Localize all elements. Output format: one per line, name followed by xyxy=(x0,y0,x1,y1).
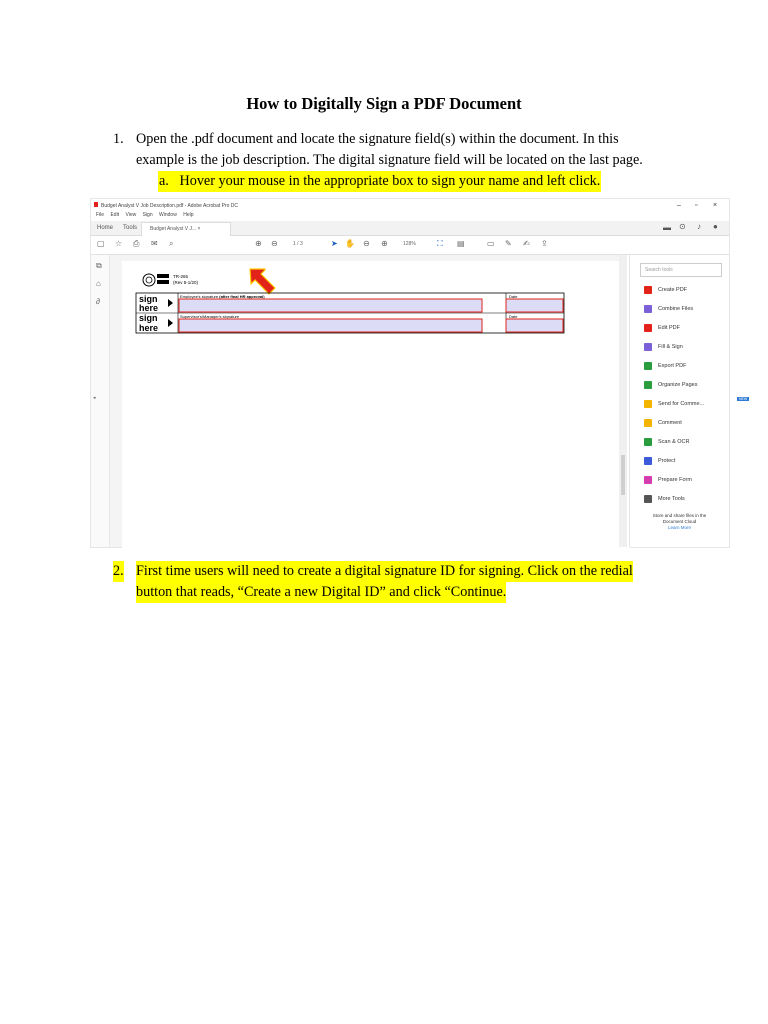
fill-sign-icon xyxy=(644,343,652,351)
menu-sign[interactable]: Sign xyxy=(142,212,153,218)
tool-create-pdf[interactable] xyxy=(634,285,724,297)
supervisor-date-field[interactable] xyxy=(506,319,563,332)
sign-here-arrow-1 xyxy=(168,299,173,307)
scan-ocr-icon xyxy=(644,438,652,446)
employee-date-field[interactable] xyxy=(506,299,563,312)
cloud-text-1: Store and share files in the xyxy=(652,513,707,518)
sign-here-arrow-2 xyxy=(168,319,173,327)
help-icon[interactable]: ⊙ xyxy=(679,222,686,231)
account-icon[interactable]: ● xyxy=(713,222,718,231)
learn-more-link[interactable]: Learn More xyxy=(667,525,691,530)
send-for-comment-icon xyxy=(644,400,652,408)
step-1a-text: Hover your mouse in the appropriate box to sign your name and left click. xyxy=(179,173,601,189)
step-2-line-1: First time users will need to create a digital signature ID for signing. Click on the redial xyxy=(136,561,633,582)
tool-send-for-comment[interactable] xyxy=(634,399,724,411)
tool-comment[interactable] xyxy=(634,418,724,430)
document-cloud-promo xyxy=(630,513,729,531)
step-1-line-2: example is the job description. The digital signature field will be located on the last page. xyxy=(136,152,643,168)
scroll-mode-icon[interactable]: ▤ xyxy=(457,239,465,248)
tool-label: More Tools xyxy=(658,496,685,502)
export-pdf-icon xyxy=(644,362,652,370)
page-up-icon[interactable]: ⊕ xyxy=(255,239,262,248)
zoom-level[interactable]: 128% xyxy=(403,241,416,247)
pdf-page xyxy=(122,261,630,561)
more-tools-icon xyxy=(644,495,652,503)
fit-page-icon[interactable]: ⛶ xyxy=(437,239,443,248)
tool-label: Prepare Form xyxy=(658,477,692,483)
tab-document-label: Budget Analyst V J... × xyxy=(150,226,201,232)
step-1-line-1: Open the .pdf document and locate the signature field(s) within the document. In this xyxy=(136,131,619,147)
cloud-text-2: Document Cloud xyxy=(662,519,697,524)
tab-tools[interactable]: Tools xyxy=(123,225,138,231)
create-icon[interactable]: ▢ xyxy=(97,239,105,248)
left-rail xyxy=(91,255,110,547)
attachment-icon[interactable]: ∂ xyxy=(96,297,100,306)
tool-protect[interactable] xyxy=(634,456,724,468)
vertical-scrollbar[interactable] xyxy=(619,255,627,547)
step-2-number: 2. xyxy=(113,561,124,582)
supervisor-signature-field[interactable] xyxy=(179,319,482,332)
create-pdf-icon xyxy=(644,286,652,294)
logo-text-block-2 xyxy=(157,280,169,284)
step-1-number: 1. xyxy=(113,131,124,147)
sign-icon[interactable]: ✍ xyxy=(523,239,530,248)
seal-icon xyxy=(143,274,155,286)
acrobat-icon xyxy=(94,202,98,207)
print-icon[interactable]: ⎙ xyxy=(133,239,140,248)
bell-icon[interactable]: ♪ xyxy=(697,222,701,231)
form-revision: (Rev 5-1/20) xyxy=(173,280,199,285)
tool-label: Fill & Sign xyxy=(658,344,683,350)
menu-help[interactable]: Help xyxy=(183,212,194,218)
tool-label: Combine Files xyxy=(658,306,694,312)
bookmark-star-icon[interactable]: ☆ xyxy=(115,239,123,248)
tool-label: Export PDF xyxy=(658,363,687,369)
new-badge: NEW xyxy=(739,397,748,401)
document-title: How to Digitally Sign a PDF Document xyxy=(246,94,522,113)
hand-tool-icon[interactable]: ✋ xyxy=(345,239,355,248)
svg-text:here: here xyxy=(139,303,159,313)
sign-here-2: sign xyxy=(139,313,158,323)
maximize-icon[interactable]: ▫ xyxy=(695,202,698,209)
minimize-icon[interactable]: – xyxy=(677,202,681,209)
menu-bar xyxy=(96,212,199,218)
seal-inner xyxy=(146,277,152,283)
red-arrow-icon xyxy=(250,269,275,294)
highlight-icon[interactable]: ✎ xyxy=(505,239,512,248)
svg-text:here: here xyxy=(139,323,159,333)
comment-icon xyxy=(644,419,652,427)
tool-label: Protect xyxy=(658,458,676,464)
combine-files-icon xyxy=(644,305,652,313)
employee-signature-field[interactable] xyxy=(179,299,482,312)
menu-window[interactable]: Window xyxy=(159,212,177,218)
title-bar xyxy=(91,199,729,211)
protect-icon xyxy=(644,457,652,465)
date-label-2: Date xyxy=(509,314,518,319)
close-icon[interactable]: × xyxy=(713,202,718,209)
tools-pane xyxy=(629,255,748,547)
page-down-icon[interactable]: ⊖ xyxy=(271,239,278,248)
search-tools-placeholder: Search tools xyxy=(645,267,673,273)
document-canvas xyxy=(110,255,624,547)
tool-label: Scan & OCR xyxy=(658,439,690,445)
acrobat-screenshot xyxy=(90,198,748,548)
chat-icon[interactable]: ▬ xyxy=(663,223,671,232)
tool-label: Comment xyxy=(658,420,682,426)
zoom-out-icon[interactable]: ⊖ xyxy=(363,239,370,248)
search-tools-input[interactable] xyxy=(640,263,722,277)
organize-pages-icon xyxy=(644,381,652,389)
tab-document[interactable] xyxy=(141,222,231,236)
logo-text-block xyxy=(157,274,169,278)
tool-fill-sign[interactable] xyxy=(634,342,724,354)
date-label-1: Date xyxy=(509,294,518,299)
tab-bar xyxy=(91,221,729,236)
tool-more-tools[interactable] xyxy=(634,494,724,506)
menu-view[interactable]: View xyxy=(125,212,137,218)
tool-label: Send for Comme... xyxy=(658,401,705,407)
step-2-line-2: button that reads, “Create a new Digital ID” and click “Continue. xyxy=(136,582,506,603)
step-1a-marker: a. xyxy=(159,173,169,189)
search-icon[interactable]: ⌕ xyxy=(169,239,174,248)
tool-export-pdf[interactable] xyxy=(634,361,724,373)
employee-signature-label: Employee's signature (after final HR approval) xyxy=(180,294,265,299)
supervisor-signature-label: Supervisor's/Manager's signature xyxy=(180,314,240,319)
tool-label: Edit PDF xyxy=(658,325,681,331)
form-svg xyxy=(122,261,630,561)
toolbar xyxy=(91,236,729,255)
tool-edit-pdf[interactable] xyxy=(634,323,724,335)
zoom-in-icon[interactable]: ⊕ xyxy=(381,239,388,248)
select-tool-icon[interactable]: ➤ xyxy=(331,239,338,248)
comment-icon[interactable]: ▭ xyxy=(487,239,495,248)
prepare-form-icon xyxy=(644,476,652,484)
window-title: Budget Analyst V Job Description.pdf - Adobe Acrobat Pro DC xyxy=(101,203,239,209)
page-indicator[interactable]: 1 / 3 xyxy=(293,241,303,247)
tool-combine-files[interactable] xyxy=(634,304,724,316)
share-icon[interactable]: ⇪ xyxy=(541,239,548,248)
tab-home[interactable]: Home xyxy=(97,225,114,231)
tool-prepare-form[interactable] xyxy=(634,475,724,487)
menu-file[interactable]: File xyxy=(96,212,105,218)
tool-organize-pages[interactable] xyxy=(634,380,724,392)
tool-scan-ocr[interactable] xyxy=(634,437,724,449)
edit-pdf-icon xyxy=(644,324,652,332)
tool-label: Organize Pages xyxy=(658,382,698,388)
sign-here-1: sign xyxy=(139,294,158,304)
bookmarks-icon[interactable]: ⌂ xyxy=(96,279,101,288)
menu-edit[interactable]: Edit xyxy=(110,212,120,218)
tool-label: Create PDF xyxy=(658,287,688,293)
collapse-left-icon[interactable]: ◂ xyxy=(93,395,96,401)
scroll-thumb[interactable] xyxy=(621,455,625,495)
pages-icon[interactable]: ⧉ xyxy=(96,261,102,270)
step-1a xyxy=(158,171,601,192)
form-number: TR-265 xyxy=(173,274,189,279)
email-icon[interactable]: ✉ xyxy=(151,239,158,248)
